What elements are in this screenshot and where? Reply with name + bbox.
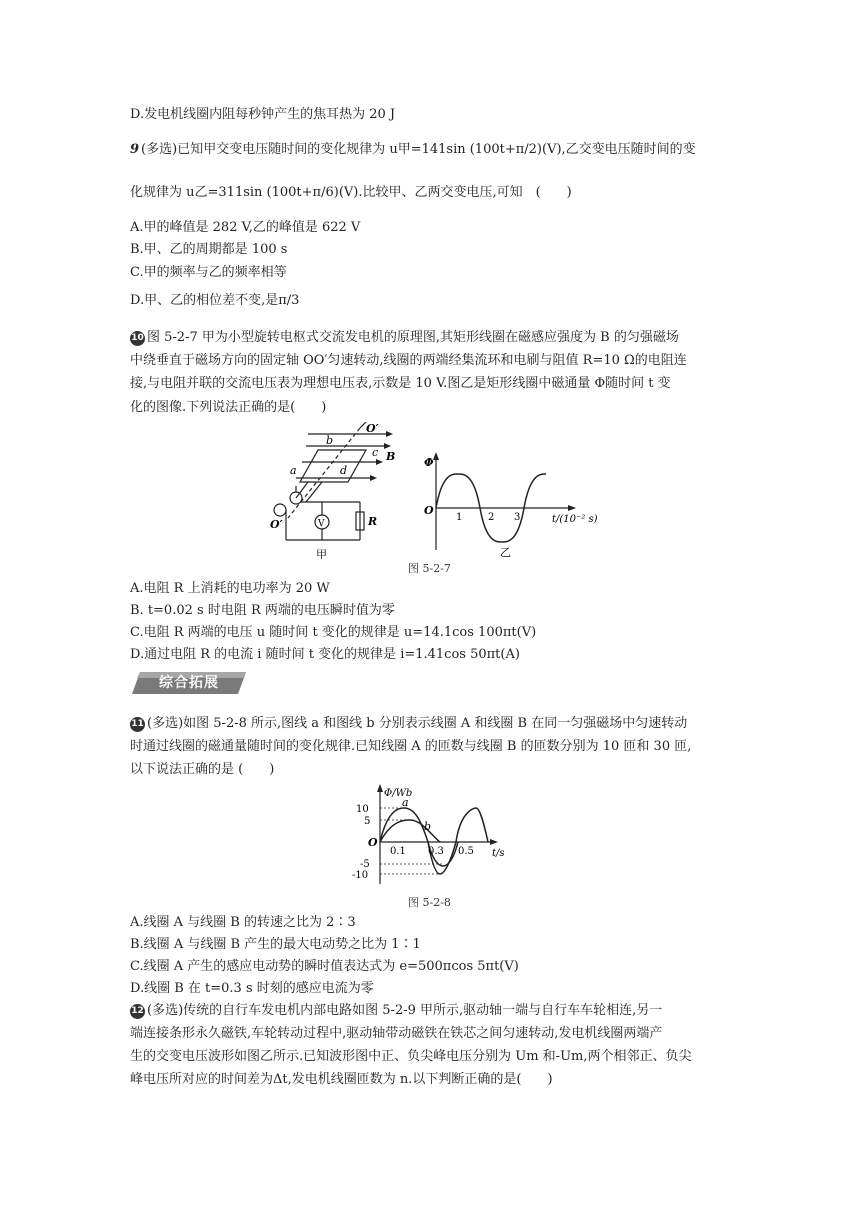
question-9-option-c: C.甲的频率与乙的频率相等	[130, 265, 287, 280]
label-a-corner: a	[290, 464, 297, 477]
question-10-option-c: C.电阻 R 两端的电压 u 随时间 t 变化的规律是 u=14.1cos 100πt(V)	[130, 625, 537, 640]
question-10-line-4: 化的图像.下列说法正确的是( )	[130, 400, 327, 415]
xtick-0-1: 0.1	[390, 846, 406, 857]
figure-5-2-7-generator	[248, 422, 416, 562]
graph-axis-t: t/(10⁻² s)	[552, 514, 598, 525]
section-banner-label: 综合拓展	[159, 675, 219, 691]
question-11-line-3: 以下说法正确的是 ( )	[130, 762, 275, 777]
figure-5-2-8-flux-graph	[340, 784, 520, 886]
question-10-stem: 图 5-2-7 甲为小型旋转电枢式交流发电机的原理图,其矩形线圈在磁感应强度为 B 的匀强磁场	[147, 330, 679, 345]
label-o-prime-top: O′	[366, 422, 379, 435]
ytick-5: 5	[364, 816, 371, 827]
curve-label-b: b	[424, 820, 432, 833]
question-11-option-d: D.线圈 B 在 t=0.3 s 时刻的感应电流为零	[130, 981, 374, 996]
question-11-option-c: C.线圈 A 产生的感应电动势的瞬时值表达式为 e=500πcos 5πt(V)	[130, 959, 519, 974]
graph-origin: O	[424, 504, 434, 517]
question-11-line-2: 时通过线圈的磁通量随时间的变化规律.已知线圈 A 的匝数与线圈 B 的匝数分别为 10 匝和 30 匝,	[130, 739, 692, 754]
axis-label-t-s: t/s	[492, 848, 505, 859]
xtick-0-3: 0.3	[428, 846, 444, 857]
question-11-number-badge: 11	[130, 717, 145, 732]
label-resistor-r: R	[368, 515, 378, 528]
xtick-0-5: 0.5	[458, 846, 474, 857]
question-9-stem: (多选)已知甲交变电压随时间的变化规律为 u甲=141sin (100t+π/2)(V),乙交变电压随时间的变	[141, 142, 696, 157]
question-12-line-1	[130, 1000, 662, 1022]
figure-yi-label: 乙	[500, 546, 511, 559]
question-11-line-1	[130, 713, 687, 735]
question-12-line-4: 峰电压所对应的时间差为Δt,发电机线圈匝数为 n.以下判断正确的是( )	[130, 1072, 553, 1087]
question-10-option-a: A.电阻 R 上消耗的电功率为 20 W	[130, 581, 330, 596]
figure-5-2-8-caption: 图 5-2-8	[408, 896, 451, 909]
question-11-stem: (多选)如图 5-2-8 所示,图线 a 和图线 b 分别表示线圈 A 和线圈 B 在同一匀强磁场中匀速转动	[147, 716, 688, 731]
question-12-line-2: 端连接条形永久磁铁,车轮转动过程中,驱动轴带动磁铁在铁芯之间匀速转动,发电机线圈两端产	[130, 1026, 663, 1041]
label-c-corner: c	[372, 446, 379, 459]
question-9-option-d: D.甲、乙的相位差不变,是π/3	[130, 293, 300, 308]
figure-5-2-7-flux-graph	[418, 452, 618, 560]
question-10-number-badge: 10	[130, 331, 145, 346]
question-10-line-1	[130, 327, 679, 349]
voltmeter-symbol: V	[318, 519, 325, 529]
question-11-option-a: A.线圈 A 与线圈 B 的转速之比为 2∶3	[130, 915, 356, 930]
ytick-minus-5: -5	[360, 859, 370, 870]
graph-axis-phi: Φ	[424, 456, 434, 469]
graph-origin: O	[368, 836, 378, 849]
question-10-line-3: 接,与电阻并联的交流电压表为理想电压表,示数是 10 V.图乙是矩形线圈中磁通量 Φ随时间 t 变	[130, 376, 671, 391]
question-9-option-a: A.甲的峰值是 282 V,乙的峰值是 622 V	[130, 220, 361, 235]
label-d-corner: d	[340, 464, 348, 477]
graph-tick-1: 1	[456, 512, 463, 523]
graph-tick-2: 2	[488, 512, 495, 523]
question-10-line-2: 中绕垂直于磁场方向的固定轴 OO′匀速转动,线圈的两端经集流环和电刷与阻值 R=10 Ω的电阻连	[130, 353, 687, 368]
question-12-line-3: 生的交变电压波形如图乙所示.已知波形图中正、负尖峰电压分别为 Um 和-Um,两个相邻正、负尖	[130, 1049, 692, 1064]
figure-5-2-7-caption: 图 5-2-7	[408, 562, 451, 575]
axis-label-phi-wb: Φ/Wb	[384, 788, 413, 799]
label-b-corner: b	[326, 434, 334, 447]
question-12-stem: (多选)传统的自行车发电机内部电路如图 5-2-9 甲所示,驱动轴一端与自行车车轮相连,另一	[147, 1003, 663, 1018]
question-10-option-d: D.通过电阻 R 的电流 i 随时间 t 变化的规律是 i=1.41cos 50πt(A)	[130, 647, 520, 662]
question-9-number-badge: 9	[130, 142, 140, 157]
question-12-number-badge: 12	[130, 1004, 145, 1019]
question-9-line-1	[130, 139, 696, 161]
section-banner-comprehensive	[130, 670, 248, 696]
label-magnetic-field-b: B	[386, 450, 396, 463]
ytick-minus-10: -10	[352, 870, 369, 881]
graph-tick-3: 3	[514, 512, 521, 523]
question-9-option-b: B.甲、乙的周期都是 100 s	[130, 242, 288, 257]
question-10-option-b: B. t=0.02 s 时电阻 R 两端的电压瞬时值为零	[130, 603, 395, 618]
ytick-10: 10	[356, 804, 369, 815]
figure-jia-label: 甲	[316, 548, 327, 561]
label-o-prime-bottom: O′	[270, 518, 283, 531]
curve-label-a: a	[402, 796, 409, 809]
question-9-line-2: 化规律为 u乙=311sin (100t+π/6)(V).比较甲、乙两交变电压,可知 ( )	[130, 185, 572, 200]
q8-option-d: D.发电机线圈内阻每秒钟产生的焦耳热为 20 J	[130, 107, 396, 122]
question-11-option-b: B.线圈 A 与线圈 B 产生的最大电动势之比为 1∶1	[130, 937, 421, 952]
